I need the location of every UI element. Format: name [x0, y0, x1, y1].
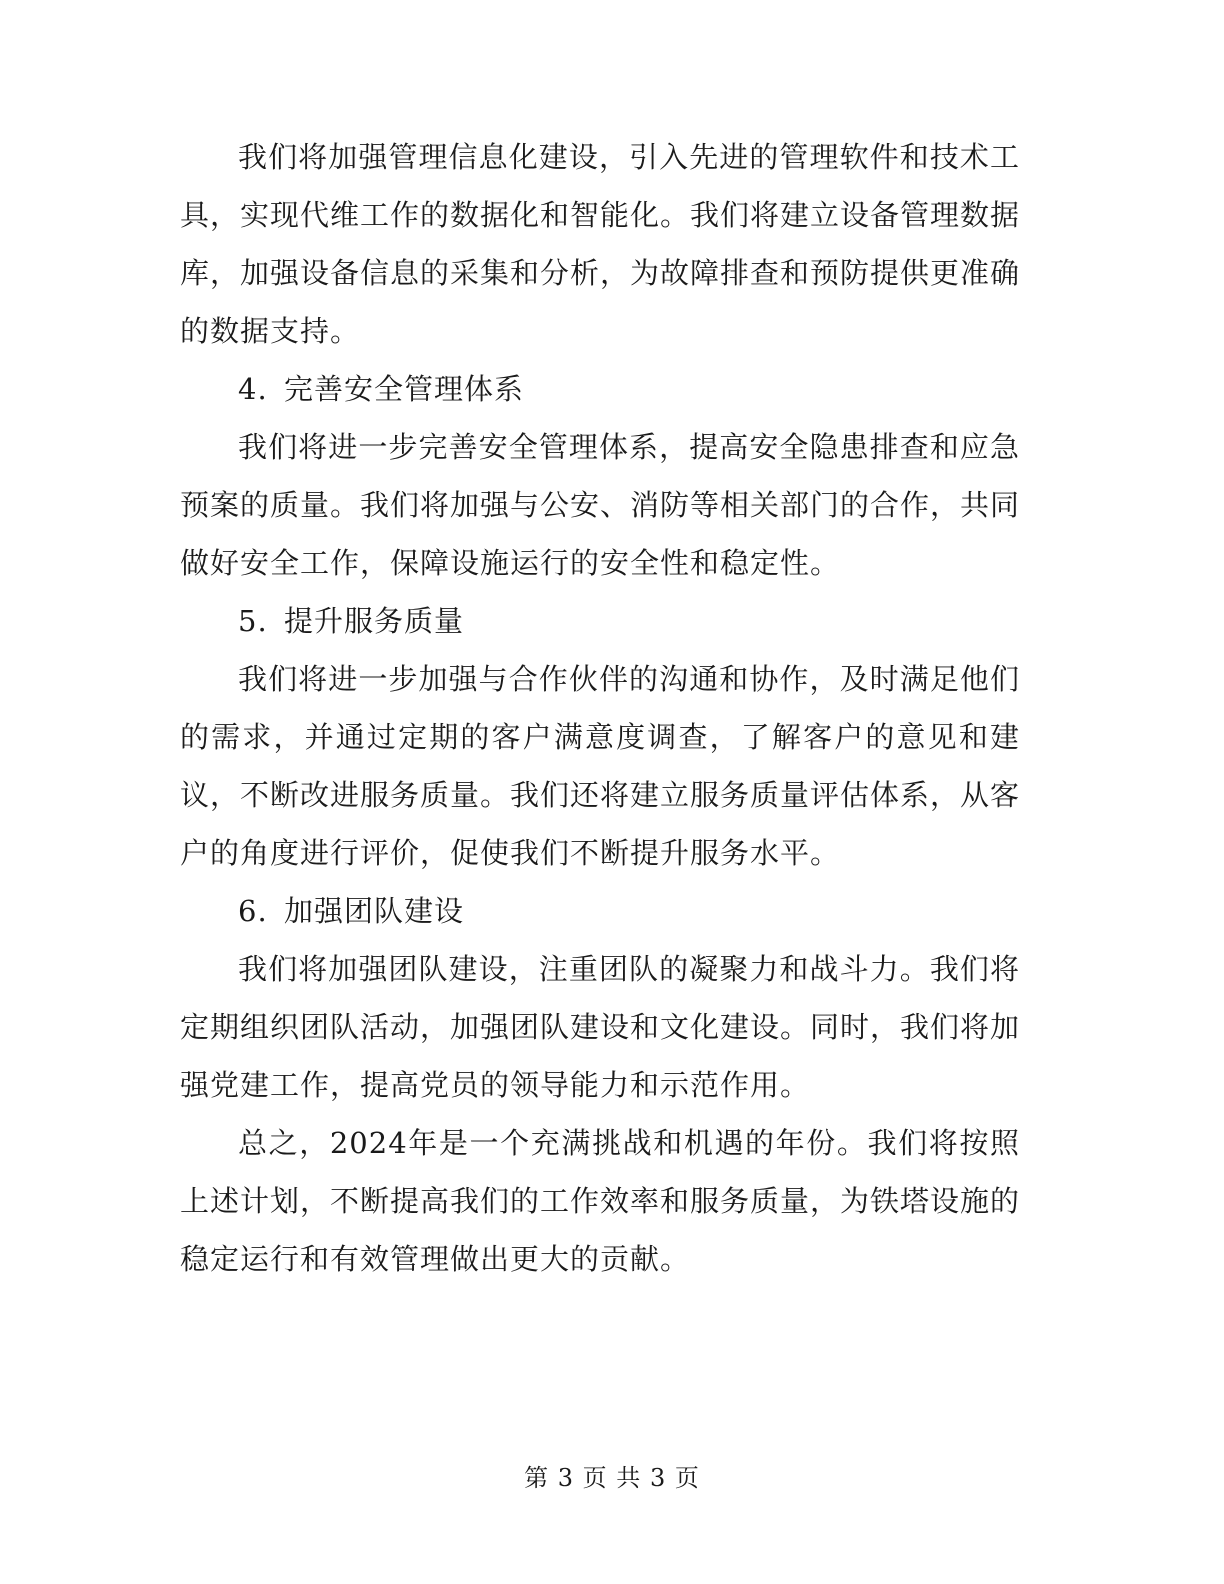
paragraph-safety: 我们将进一步完善安全管理体系，提高安全隐患排查和应急预案的质量。我们将加强与公安、消防等相关部门的合作，共同做好安全工作，保障设施运行的安全性和稳定性。 — [180, 430, 1021, 580]
paragraph-service: 我们将进一步加强与合作伙伴的沟通和协作，及时满足他们的需求，并通过定期的客户满意度调查，了解客户的意见和建议，不断改进服务质量。我们还将建立服务质量评估体系，从客户的角度进行评价，促使我们不断提升服务水平。 — [180, 662, 1021, 870]
section-number: 5. — [238, 604, 268, 638]
paragraph-info-system: 我们将加强管理信息化建设，引入先进的管理软件和技术工具，实现代维工作的数据化和智能化。我们将建立设备管理数据库，加强设备信息的采集和分析，为故障排查和预防提供更准确的数据支持。 — [180, 140, 1021, 348]
document-body — [180, 128, 1020, 1288]
paragraph-team: 我们将加强团队建设，注重团队的凝聚力和战斗力。我们将定期组织团队活动，加强团队建设和文化建设。同时，我们将加强党建工作，提高党员的领导能力和示范作用。 — [180, 952, 1021, 1102]
section-number: 6. — [238, 894, 268, 928]
section-number: 4. — [238, 372, 268, 406]
section-title: 加强团队建设 — [284, 894, 465, 928]
page-footer: 第 3 页 共 3 页 — [524, 1464, 700, 1492]
paragraph-conclusion: 总之，2024年是一个充满挑战和机遇的年份。我们将按照上述计划，不断提高我们的工作效率和服务质量，为铁塔设施的稳定运行和有效管理做出更大的贡献。 — [180, 1126, 1021, 1276]
section-heading-team — [180, 882, 1020, 940]
section-heading-safety — [180, 360, 1020, 418]
section-title: 提升服务质量 — [284, 604, 465, 638]
section-title: 完善安全管理体系 — [284, 372, 525, 406]
section-heading-service — [180, 592, 1020, 650]
